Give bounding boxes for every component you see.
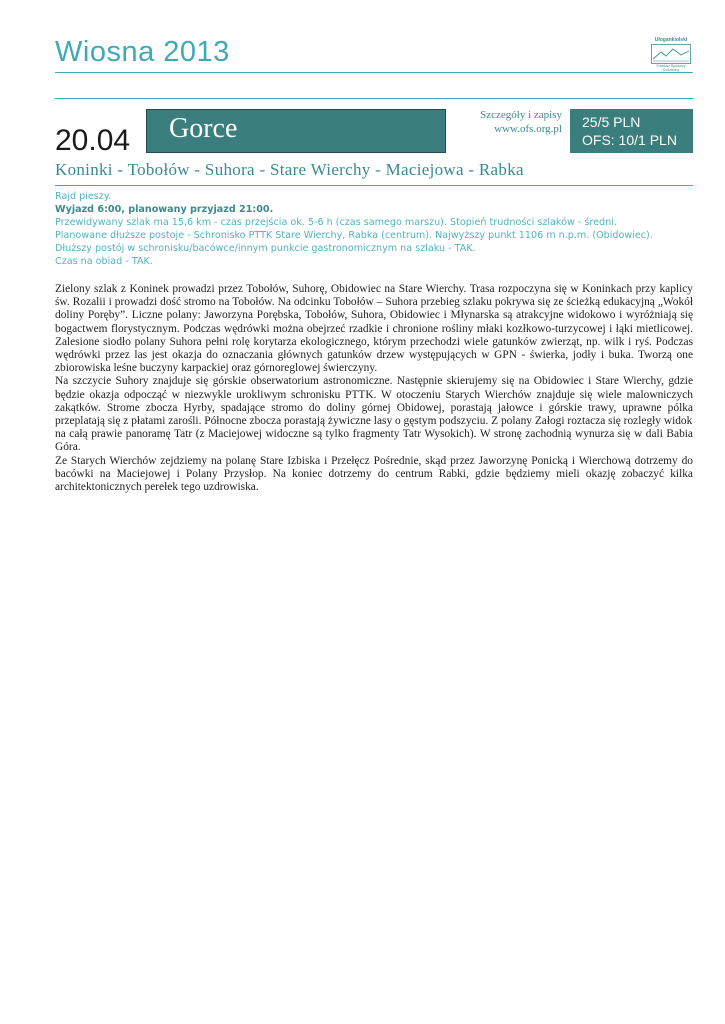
details-info: [440, 108, 562, 136]
price-member: OFS: 10/1 PLN: [582, 132, 677, 148]
event-title: Gorce: [169, 113, 238, 144]
trip-type: Rajd pieszy.: [55, 191, 112, 202]
description-paragraph: Ze Starych Wierchów zejdziemy na polanę Stare Izbiska i Przełęcz Pośrednie, skąd przez Jaworzynę Ponicką i Wierchową dotrzemy do bacówki na Maciejowej i Polany Przysłop. Na koniec dotrzemy do centrum Rabki, gdzie będziemy mieli okazję zobaczyć kilka architektonicznych perełek tego uzdrowiska.: [55, 454, 693, 494]
trail-length: Przewidywany szlak ma 15,6 km - czas przejścia ok. 5-6 h (czas samego marszu). Stopień trudności szlaków - średni.: [55, 216, 617, 228]
season-title: Wiosna 2013: [55, 36, 230, 68]
mountain-logo-icon: [651, 44, 691, 64]
event-date: 20.04: [55, 124, 131, 157]
trip-description: [55, 283, 693, 494]
route-title: Koninki - Tobołów - Suhora - Stare Wierchy - Maciejowa - Rabka: [55, 160, 524, 179]
description-paragraph: Na szczycie Suhory znajduje się górskie obserwatorium astronomiczne. Następnie skierujemy się na Obidowiec i Stare Wierchy, gdzie będzie okazja odpocząć w niezwykle urokliwym schronisku PTTK. W otoczeniu Starych Wierchów znajduje się wiele malowniczych zakątków. Strome zbocza Hyrby, spadające stromo do doliny górnej Obidowej, porastają jałowce i górskie trawy, uprawne pólka przeplatają się z płatami zarośli. Północne zbocza porastają żywiczne lasy o gęstym podszyciu. Z polany Załogi roztacza się rozległy widok: [55, 375, 693, 428]
price-box: [570, 109, 693, 153]
description-paragraph: na całą prawie panoramę Tatr (z Maciejowej widoczne są tylko fragmenty Tatr Wysokich). W stronę zachodnią wynurza się w dali Babia Góra.: [55, 428, 693, 454]
header-divider: [55, 72, 693, 73]
route-divider: [55, 185, 693, 186]
organization-logo: [649, 37, 693, 71]
section-divider: [55, 98, 693, 99]
long-stop: Dłuższy postój w schronisku/bacówce/innym punkcie gastronomicznym na szlaku - TAK.: [55, 242, 476, 254]
departure-time: Wyjazd 6:00, planowany przyjazd 21:00.: [55, 203, 274, 215]
price-regular: 25/5 PLN: [582, 114, 641, 130]
description-paragraph: Zielony szlak z Koninek prowadzi przez Tobołów, Suhorę, Obidowiec na Stare Wierchy. Trasa rozpoczyna się w Koninkach przy kaplicy św. Rozalii i prowadzi dość stromo na Tobołów. Na odcinku Tobołów – Suhora przebieg szlaku pokrywa się ze ścieżką edukacyjną „Wokół doliny Poręby”. Liczne polany: Jaworzyna Porębska, Tobołów, Suhora, Obidowiec i Młynarska są atrakcyjne widokowo i wyróżniają się bogactwem florystycznym. Podczas wędrówki można obejrzeć rzadkie i chronione rośliny młaki kozłkowo-turzycowej i łąki mietlicowej. Zalesione siodło polany Suhora pełni rolę korytarza ekologicznego, którym przechodzi wiele gatunków zwierząt, np. wilk i ryś. Podczas wędrówki przez las jest okazja do oznaczania głównych gatunków drzew występujących w GPN - świerka, jodły i buka. Tworzą one zbiorowiska leśne buczyny karpackiej oraz górnoreglowej świerczyny.: [55, 283, 693, 375]
event-title-box: [146, 109, 446, 153]
details-link[interactable]: www.ofs.org.pl: [494, 123, 562, 135]
trip-info: [55, 191, 695, 268]
planned-stops: Planowane dłuższe postoje - Schronisko PTTK Stare Wierchy, Rabka (centrum). Najwyższy punkt 1106 m n.p.m. (Obidowiec).: [55, 229, 653, 241]
logo-bottom-text: Fundusz Sportowy Codzienny: [656, 64, 686, 72]
logo-top-text: Ułogankiolski: [654, 37, 688, 43]
lunch-time: Czas na obiad - TAK.: [55, 255, 153, 267]
details-label: Szczegóły i zapisy: [480, 109, 562, 121]
